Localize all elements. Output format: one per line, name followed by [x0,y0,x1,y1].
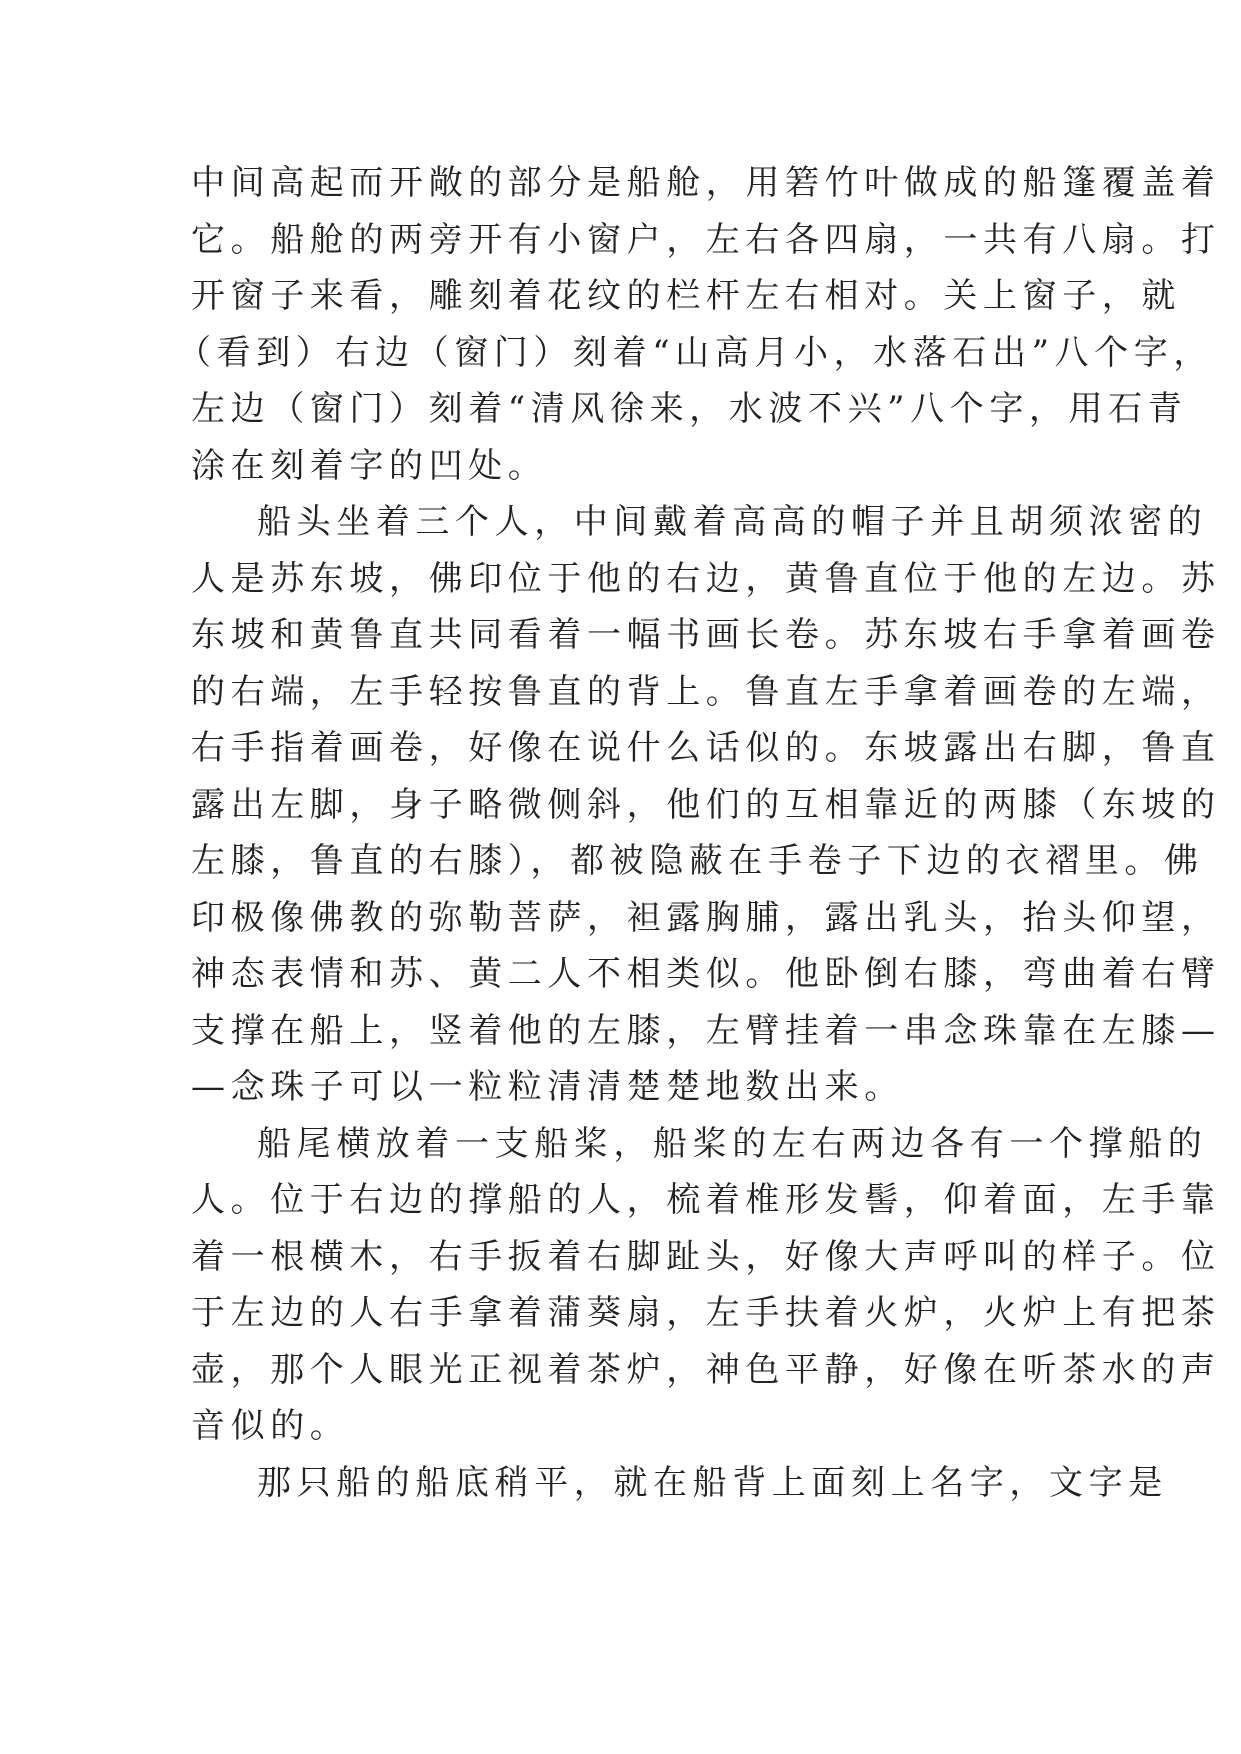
text-line: 的右端，左手轻按鲁直的背上。鲁直左手拿着画卷的左端， [191,671,1221,712]
text-line: 于左边的人右手拿着蒲葵扇，左手扶着火炉，火炉上有把茶 [191,1293,1221,1333]
text-line: 开窗子来看，雕刻着花纹的栏杆左右相对。关上窗子，就 [191,276,1181,316]
paragraph-first-line: 船尾横放着一支船桨，船桨的左右两边各有一个撑船的 [257,1123,1208,1164]
body-text [177,155,1221,1511]
text-line: 右手指着画卷，好像在说什么话似的。东坡露出右脚，鲁直 [191,728,1221,768]
text-line: 支撑在船上，竖着他的左膝，左臂挂着一串念珠靠在左膝— [191,1010,1221,1051]
text-line: 它。船舱的两旁开有小窗户，左右各四扇，一共有八扇。打 [191,219,1221,260]
paragraph-first-line: 那只船的船底稍平，就在船背上面刻上名字，文字是 [257,1462,1168,1503]
text-line: 涂在刻着字的凹处。 [191,445,548,486]
text-line: —念珠子可以一粒粒清清楚楚地数出来。 [191,1067,904,1107]
text-line: 中间高起而开敞的部分是船舱，用箬竹叶做成的船篷覆盖着 [191,163,1221,203]
text-line: 人是苏东坡，佛印位于他的右边，黄鲁直位于他的左边。苏 [191,558,1221,599]
text-line: 人。位于右边的撑船的人，梳着椎形发髻，仰着面，左手靠 [191,1180,1221,1220]
text-line: 音似的。 [191,1406,350,1446]
text-line: 壶，那个人眼光正视着茶炉，神色平静，好像在听茶水的声 [191,1349,1221,1390]
text-line: 印极像佛教的弥勒菩萨，袒露胸脯，露出乳头，抬头仰望， [191,897,1221,938]
text-line: （看到）右边（窗门）刻着“山高月小，水落石出”八个字， [177,332,1213,373]
text-line: 东坡和黄鲁直共同看着一幅书画长卷。苏东坡右手拿着画卷 [191,615,1221,655]
text-line: 着一根横木，右手扳着右脚趾头，好像大声呼叫的样子。位 [191,1236,1221,1277]
text-line: 左膝，鲁直的右膝），都被隐蔽在手卷子下边的衣褶里。佛 [191,841,1204,881]
text-line: 左边（窗门）刻着“清风徐来，水波不兴”八个字，用石青 [191,389,1188,429]
paragraph-first-line: 船头坐着三个人，中间戴着高高的帽子并且胡须浓密的 [257,502,1208,542]
text-line: 露出左脚，身子略微侧斜，他们的互相靠近的两膝（东坡的 [191,784,1221,825]
text-line: 神态表情和苏、黄二人不相类似。他卧倒右膝，弯曲着右臂 [191,954,1221,994]
